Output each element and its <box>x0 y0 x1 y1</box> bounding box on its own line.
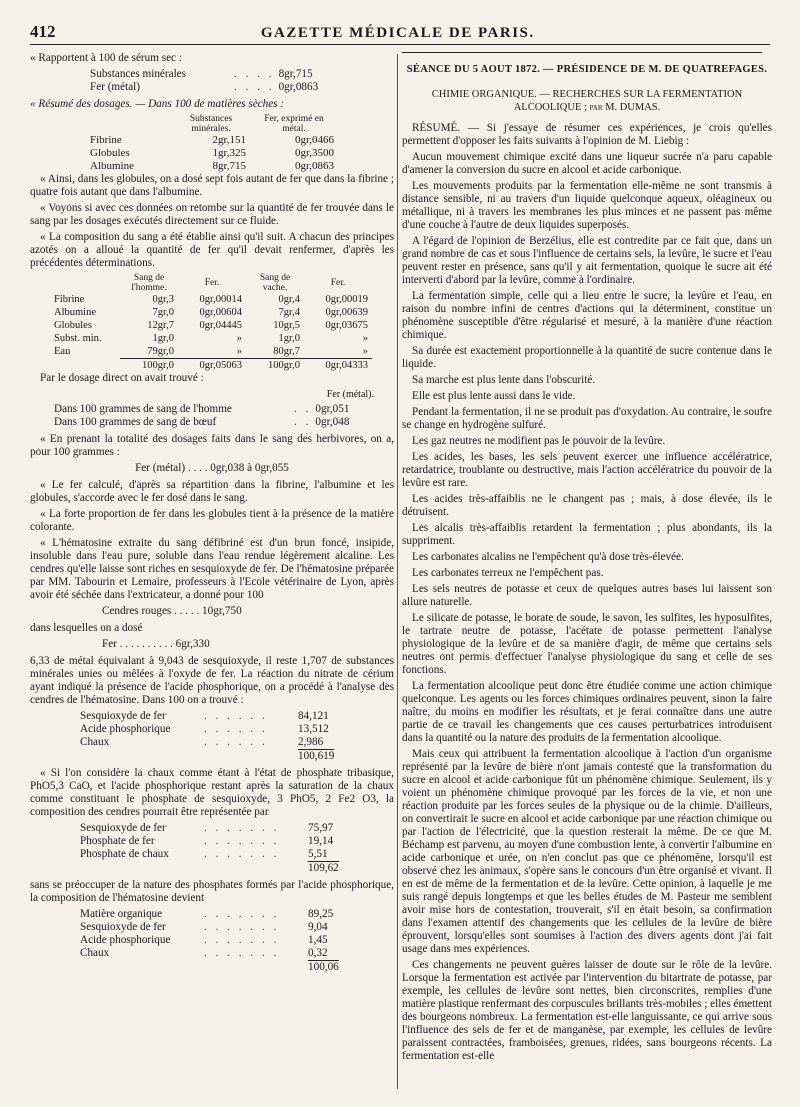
right-paragraph: Sa marche est plus lente dans l'obscurité. <box>412 374 596 386</box>
serum-label: Fer (métal) <box>90 81 141 93</box>
ash1-label: Chaux <box>80 736 110 748</box>
left-p13: sans se préoccuper de la nature des phosphates formés par l'acide phosphorique, la composition de l'hématosine devient <box>30 879 394 904</box>
direct-value: 0gr,051 <box>315 403 350 415</box>
right-paragraph: RÉSUMÉ. — Si j'essaye de résumer ces expériences, je crois qu'elles permettent d'opposer les faits suivants à l'opinion de M. Liebig : <box>402 122 772 147</box>
page-number: 412 <box>30 22 56 41</box>
comp-cell: 12gr,7 <box>147 320 174 331</box>
right-paragraphs <box>402 122 772 1063</box>
serum-row <box>90 68 394 81</box>
leader-dots: . . . . . . <box>204 736 268 748</box>
serum-label: Substances minérales <box>90 68 187 80</box>
leader-dots: . . <box>294 403 312 415</box>
ash2-row <box>80 822 394 835</box>
resume-head-cell: Fer, exprimé en métal. <box>264 114 324 134</box>
left-p8: « La forte proportion de fer dans les globules tient à la présence de la matière colorante. <box>30 508 394 533</box>
table-row <box>86 147 338 160</box>
right-paragraph: La fermentation alcoolique peut donc être étudiée comme une action chimique quelconque. Les agents ou les forces chimiques ordinaires peuvent, sinon la faire naître, du moins en modifier les résultats, et je ferai connaître dans une autre partie de ce travail les changements que ces causes perturbatrices introduisent dans la quantité ou la nature des produits de la fermentation alcoolique. <box>402 680 772 744</box>
leader-dots: . . . . . . . <box>204 934 280 946</box>
hem-row <box>80 947 394 960</box>
table-row <box>50 319 372 332</box>
table-row <box>86 160 338 173</box>
hem-value: 1,45 <box>308 934 328 946</box>
hem-total-row <box>80 960 394 974</box>
comp-total-cell: 100gr,0 <box>120 359 178 373</box>
ash2-label: Phosphate de fer <box>80 835 155 847</box>
comp-cell: » <box>236 346 242 357</box>
comp-cell: Fibrine <box>54 294 85 305</box>
right-paragraph: La fermentation simple, celle qui a lieu entre le sucre, la levûre et l'eau, en raison du nombre infini de centres d'actions qui la déterminent, constitue un phénomène susceptible d'être régularisé et mesuré, à la manière d'une réaction chimique. <box>402 290 772 341</box>
hem-total: 100,06 <box>308 961 339 973</box>
comp-cell: Eau <box>54 346 71 358</box>
hem-label: Sesquioxyde de fer <box>80 921 166 933</box>
comp-cell: 0gr,00019 <box>325 294 368 305</box>
resume-cell: 0gr,0466 <box>295 134 334 146</box>
ash1-row <box>80 710 394 723</box>
comp-cell: 0gr,3 <box>152 294 174 305</box>
ash2-label: Sesquioxyde de fer <box>80 822 166 834</box>
comp-cell: » <box>362 346 368 357</box>
ash1-row <box>80 723 394 736</box>
table-total-row <box>50 359 372 373</box>
spacer <box>80 960 308 974</box>
resume-cell: 8gr,715 <box>212 160 246 172</box>
resume-cell: 0gr,0863 <box>295 160 334 172</box>
right-paragraph: Les acides très-affaiblis ne le changent pas ; mais, à dose élevée, ils le détruisent. <box>402 493 772 518</box>
comp-head-cell: Fer. <box>204 278 220 288</box>
page-header <box>30 22 770 45</box>
ash2-value: 75,97 <box>308 822 334 834</box>
comp-total-cell: 100gr,0 <box>246 359 304 373</box>
ash1-total-row <box>80 749 394 763</box>
right-paragraph: Elle est plus lente aussi dans le vide. <box>412 390 576 402</box>
comp-cell: » <box>236 333 242 344</box>
leader-dots: . . . . <box>234 81 275 93</box>
right-paragraph: Les acides, les bases, les sels peuvent exercer une influence accélératrice, retardatrice, troublante ou destructive, mais l'action accélératrice du pouvoir de la levûre est rare. <box>402 451 772 489</box>
serum-value: 0gr,0863 <box>278 81 319 93</box>
table-row <box>50 332 372 345</box>
ash2-value: 19,14 <box>308 835 334 847</box>
hem-row <box>80 908 394 921</box>
resume-table <box>86 114 338 173</box>
comp-cell: 80gr,7 <box>273 346 300 357</box>
comp-cell: 0gr,04445 <box>199 320 242 331</box>
left-p10: dans lesquelles on a dosé <box>30 622 143 634</box>
leader-dots: . . . . . . . <box>204 947 280 959</box>
right-paragraph: A l'égard de l'opinion de Berzélius, elle est contredite par ce fait que, dans un grand nombre de cas et sous l'influence de certains sels, la levûre, le sucre et l'eau peuvent rester en présence, sans qu'il y ait fermentation, quoique le sucre ait été interverti d'abord par la levûre, comme à l'ordinaire. <box>402 235 772 286</box>
ash1-value: 13,512 <box>298 723 329 735</box>
right-paragraph: Aucun mouvement chimique excité dans une liqueur sucrée n'a paru capable d'amener la conversion du sucre en alcool et acide carbonique. <box>402 151 772 176</box>
left-p11: 6,33 de métal équivalant à 9,043 de sesquioxyde, il reste 1,707 de substances minérales unies ou mêlées à l'oxyde de fer. La réaction du nitrate de cérium ayant indiqué la présence de l'acide phosphorique, on a procédé à l'analyse des cendres de l'hématosine. Dans 100 on a trouvé : <box>30 655 394 706</box>
left-column <box>30 52 394 1087</box>
leader-dots: . . . . . . . <box>204 848 280 860</box>
comp-cell: 7gr,4 <box>278 307 300 318</box>
serum-row <box>90 81 394 94</box>
ash1-value: 84,121 <box>298 710 329 722</box>
comp-head-cell: Fer. <box>330 278 346 288</box>
comp-cell: 1gr,0 <box>278 333 300 344</box>
ash2-label: Phosphate de chaux <box>80 848 169 860</box>
comp-cell: 0gr,00604 <box>199 307 242 318</box>
leader-dots: . . . . . . . <box>204 921 280 933</box>
comp-cell: 10gr,5 <box>273 320 300 331</box>
left-p5: Par le dosage direct on avait trouvé : <box>40 372 204 384</box>
resume-head-cell: Substances minérales. <box>189 114 233 134</box>
hematosine-composition <box>30 908 394 974</box>
left-p3: « Voyons si avec ces données on retombe sur la quantité de fer trouvée dans le sang par les dosages exécutés directement sur ce fluide. <box>30 202 394 227</box>
ash2-row <box>80 848 394 861</box>
comp-cell: 0gr,00639 <box>325 307 368 318</box>
ash1-row <box>80 736 394 749</box>
hem-value: 9,04 <box>308 921 328 933</box>
resume-cell: Albumine <box>90 160 134 172</box>
hem-row <box>80 934 394 947</box>
cendres-line: Cendres rouges . . . . . 10gr,750 <box>102 605 242 617</box>
right-paragraph: Ces changements ne peuvent guères laisser de doute sur le rôle de la levûre. Lorsque la fermentation est activée par l'intervention du bitartrate de potasse, par exemple, les cellules de levûre sont nettes, bien circonscrites, remplies d'une matière plastique renfermant des corpuscules brillants très-mobiles ; elles émettent des bourgeons nombreux. La fermentation est-elle languissante, ce qui arrive sous l'influence des sels de fer et de manganèse, par exemple, les cellules de levûre paraissent contractées, framboisées, grenues, ridées, sans bourgeons récents. La fermentation est-elle <box>402 959 772 1062</box>
comp-cell: 7gr,0 <box>152 307 174 318</box>
right-paragraph: Les sels neutres de potasse et ceux de quelques autres bases lui laissent son allure naturelle. <box>402 583 772 608</box>
table-row <box>50 345 372 359</box>
left-p1: « Rapportent à 100 de sérum sec : <box>30 52 182 64</box>
resume-cell: Globules <box>90 147 130 159</box>
spacer <box>80 861 308 875</box>
ash2-value: 5,51 <box>308 848 328 860</box>
right-paragraph: Le silicate de potasse, le borate de soude, le savon, les sulfites, les hyposulfites, le tartrate neutre de potasse, l'acétate de potasse permettent l'analyse physiologique de la levûre et de sa manière d'agir, de même que certains sels neutres ont permis d'effectuer l'analyse physiologique du sang et celle de ses fonctions. <box>402 612 772 676</box>
resume-title: « Résumé des dosages. — Dans 100 de matières sèches : <box>30 98 285 110</box>
resume-cell: Fibrine <box>90 134 122 146</box>
comp-total-cell: 0gr,05063 <box>178 359 246 373</box>
comp-head-cell: Sang de l'homme. <box>131 273 167 293</box>
comp-cell: 0gr,4 <box>278 294 300 305</box>
column-divider <box>397 54 398 1089</box>
left-p2: « Ainsi, dans les globules, on a dosé sept fois autant de fer que dans la fibrine ; quatre fois autant que dans l'albumine. <box>30 173 394 198</box>
comp-cell: 1gr,0 <box>152 333 174 344</box>
left-p9: « L'hématosine extraite du sang défibriné est d'un brun foncé, insipide, insoluble dans l'eau pure, soluble dans l'eau rendue légèrement alcaline. Les cendres qu'elle laisse sont riches en sesquioxyde de fer. De l'hématosine préparée par MM. Tabourin et Lemaire, professeurs à l'Ecole vétérinaire de Lyon, après avoir été séchée dans l'extricateur, a donné pour 100 <box>30 537 394 601</box>
left-p7: « Le fer calculé, d'après sa répartition dans la fibrine, l'albumine et les globules, s'accorde avec le fer dosé dans le sang. <box>30 479 394 504</box>
comp-total-cell <box>50 359 120 373</box>
left-p6: « En prenant la totalité des dosages faits dans le sang des herbivores, on a, pour 100 grammes : <box>30 433 394 458</box>
direct-value: 0gr,048 <box>315 416 350 428</box>
direct-label: Dans 100 grammes de sang de l'homme <box>54 403 232 415</box>
composition-table <box>50 273 372 372</box>
hem-label: Matière organique <box>80 908 163 920</box>
comp-cell: 79gr,0 <box>147 346 174 357</box>
right-paragraph: Sa durée est exactement proportionnelle à la quantité de sucre contenue dans le liquide. <box>402 345 772 370</box>
right-paragraph: Les carbonates alcalins ne l'empêchent qu'à dose très-élevée. <box>412 551 684 563</box>
right-paragraph: Mais ceux qui attribuent la fermentation alcoolique à l'action d'un organisme représenté par la levûre de bière n'ont jamais contesté que la transformation du sucre en alcool et acide carbonique fût un phénomène chimique. Seulement, ils y voient un phénomène chimique provoqué par les forces de la vie, et non une réaction produite par les forces seules de la physique ou de la chimie. D'ailleurs, on convertirait le sucre en alcool et acide carbonique par une réaction chimique ou par l'action de l'électricité, que la question resterait la même. De ce que M. Béchamp est parvenu, au moyen d'une combustion lente, à convertir l'albumine en acide carbonique et urée, on n'en conclut pas que ce phénomène, lorsqu'il est observé chez les animaux, s'opère sans le concours d'un être organisé et vivant. Il en est de même de la fermentation et de la levûre. Cette opinion, à laquelle je me suis rangé depuis longtemps et que les belles études de M. Pasteur me semblent avoir mise hors de contestation, trouverait, s'il en était besoin, sa confirmation dans l'examen attentif des changements que les cellules de la levûre de bière éprouvent, lorsqu'elles sont soumises à l'action des divers agents dont j'ai fait usage dans mes expériences. <box>402 748 772 955</box>
resume-head-cell <box>86 114 172 134</box>
resume-cell: 2gr,151 <box>212 134 246 146</box>
comp-cell: 0gr,03675 <box>325 320 368 331</box>
leader-dots: . . . . <box>234 68 275 80</box>
fer-line: Fer . . . . . . . . . . 6gr,330 <box>102 638 210 650</box>
right-column <box>402 52 772 1087</box>
resume-cell: 0gr,3500 <box>295 147 334 159</box>
ash2-total: 109,62 <box>308 862 339 874</box>
section-title: CHIMIE ORGANIQUE. — RECHERCHES SUR LA FERMENTATION ALCOOLIQUE ; par M. DUMAS. <box>431 89 743 113</box>
right-paragraph: Les alcalis très-affaiblis retardent la fermentation ; plus abondants, ils la suppriment. <box>402 522 772 547</box>
fer-metal-line: Fer (métal) . . . . 0gr,038 à 0gr,055 <box>135 462 289 474</box>
comp-cell: » <box>362 333 368 344</box>
ash2-total-row <box>80 861 394 875</box>
comp-head-cell <box>50 273 120 293</box>
table-row <box>50 293 372 306</box>
leader-dots: . . . . . . <box>204 723 268 735</box>
comp-cell: Subst. min. <box>54 333 102 344</box>
right-paragraph: Les carbonates terreux ne l'empêchent pas. <box>412 567 604 579</box>
resume-cell: 1gr,325 <box>212 147 246 159</box>
serum-value: 8gr,715 <box>278 68 313 80</box>
comp-total-cell: 0gr,04333 <box>304 359 372 373</box>
direct-row <box>54 403 394 416</box>
right-paragraph: Les gaz neutres ne modifient pas le pouvoir de la levûre. <box>412 435 666 447</box>
serum-list <box>30 68 394 94</box>
ash1-label: Acide phosphorique <box>80 723 171 735</box>
leader-dots: . . . . . . . <box>204 835 280 847</box>
ash1-label: Sesquioxyde de fer <box>80 710 166 722</box>
journal-title: GAZETTE MÉDICALE DE PARIS. <box>260 25 535 41</box>
left-p12: « Si l'on considère la chaux comme étant à l'état de phosphate tribasique, PhO5,3 CaO, et l'acide phosphorique restant après la saturation de la chaux comme constituant le phosphate de sesquioxyde, 3 PhO5, 2 Fe2 O3, la composition des cendres pourrait être représentée par <box>30 767 394 818</box>
ash-analysis-2 <box>30 822 394 875</box>
comp-head-cell: Sang de vache. <box>259 273 291 293</box>
leader-dots: . . . . . . <box>204 710 268 722</box>
section-rule <box>402 52 762 53</box>
direct-row <box>54 416 394 429</box>
right-paragraph: Les mouvements produits par la fermentation elle-même ne sont transmis à distance sensible, ni au travers d'un liquide quelconque aqueux, oléagineux ou métallique, ni à travers les membranes les plus minces et ne passent pas même d'une couche à l'autre de deux liquides superposés. <box>402 180 772 231</box>
leader-dots: . . . . . . . <box>204 822 280 834</box>
leader-dots: . . <box>294 416 312 428</box>
ash2-row <box>80 835 394 848</box>
hem-label: Chaux <box>80 947 110 959</box>
comp-cell: Albumine <box>54 307 96 318</box>
direct-label: Dans 100 grammes de sang de bœuf <box>54 416 217 428</box>
right-paragraph: Pendant la fermentation, il ne se produit pas d'oxydation. Au contraire, le soufre se change en hydrogène sulfuré. <box>402 406 772 431</box>
ash1-value: 2,986 <box>298 736 324 748</box>
left-p4: « La composition du sang a été établie ainsi qu'il suit. A chacun des principes azotés on a alloué la quantité de fer qu'il devait renfermer, d'après les précédentes déterminations. <box>30 231 394 269</box>
hem-value: 89,25 <box>308 908 334 920</box>
ash1-total: 100,619 <box>298 750 335 762</box>
hem-label: Acide phosphorique <box>80 934 171 946</box>
direct-head: Fer (métal). <box>326 389 374 400</box>
table-row <box>50 306 372 319</box>
hem-row <box>80 921 394 934</box>
comp-cell: Globules <box>54 320 92 331</box>
session-heading: SÉANCE DU 5 AOUT 1872. — PRÉSIDENCE DE M. DE QUATREFAGES. <box>406 64 768 75</box>
comp-cell: 0gr,00014 <box>199 294 242 305</box>
hem-value: 0,32 <box>308 947 328 959</box>
table-row <box>86 134 338 147</box>
spacer <box>80 749 298 763</box>
ash-analysis-1 <box>30 710 394 763</box>
direct-list <box>30 403 394 429</box>
leader-dots: . . . . . . . <box>204 908 280 920</box>
